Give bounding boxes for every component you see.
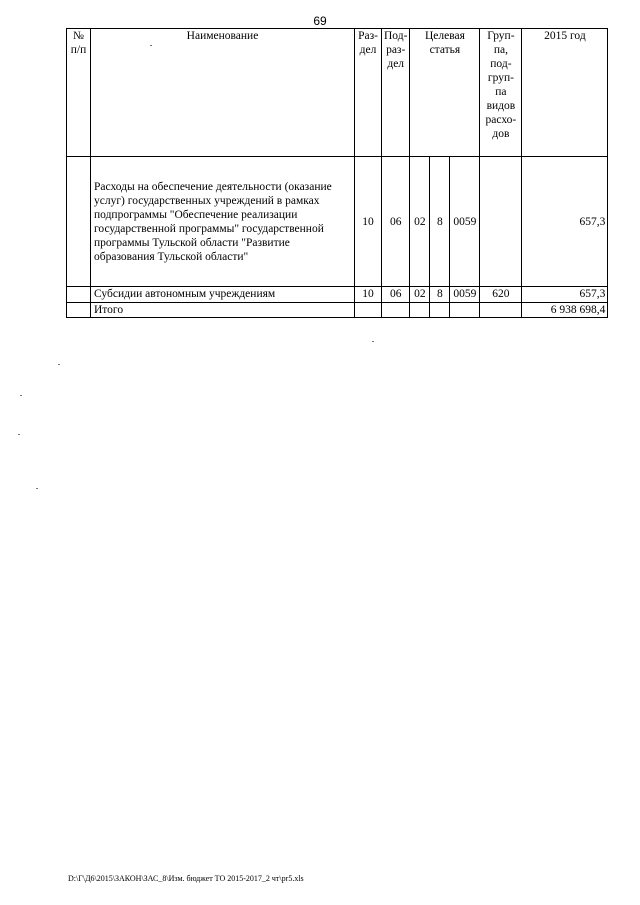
row-target-program: 02 (410, 287, 430, 303)
page-number: 69 (313, 14, 327, 28)
row-no (67, 287, 91, 303)
scan-speck (372, 341, 374, 342)
row-subsection: 06 (382, 287, 410, 303)
row-amount: 657,3 (522, 157, 608, 287)
row-expense-group: 620 (480, 287, 522, 303)
header-target-article: Целевая статья (410, 29, 480, 157)
scan-speck (36, 488, 38, 489)
header-year: 2015 год (522, 29, 608, 157)
total-empty-cell (382, 303, 410, 318)
table-row (67, 287, 608, 303)
row-section: 10 (355, 287, 382, 303)
total-amount: 6 938 698,4 (522, 303, 608, 318)
table-row (67, 157, 608, 287)
scan-speck (20, 395, 22, 396)
total-empty-cell (430, 303, 450, 318)
total-empty-cell (355, 303, 382, 318)
total-empty-cell (410, 303, 430, 318)
header-no: № п/п (67, 29, 91, 157)
scan-speck (150, 45, 152, 46)
row-section: 10 (355, 157, 382, 287)
header-expense-group: Груп- па, под- груп- па видов расхо- дов (480, 29, 522, 157)
header-subsection: Под- раз- дел (382, 29, 410, 157)
row-subsection: 06 (382, 157, 410, 287)
row-target-code: 0059 (450, 287, 480, 303)
file-path-footer: D:\Г\Д6\2015\ЗАКОН\ЗАС_8\Изм. бюджет ТО 2015-2017_2 чт\pr5.xls (68, 874, 304, 883)
row-name: Субсидии автономным учреждениям (91, 287, 355, 303)
row-name: Расходы на обеспечение деятельности (оказание услуг) государственных учреждений в рамках подпрограммы "Обеспечение реализации государственной программы" государственной программы Тульской области "Развитие образования Тульской области" (91, 157, 355, 287)
row-expense-group (480, 157, 522, 287)
total-row (67, 303, 608, 318)
total-empty-cell (450, 303, 480, 318)
row-target-subprogram: 8 (430, 287, 450, 303)
row-amount: 657,3 (522, 287, 608, 303)
row-target-program: 02 (410, 157, 430, 287)
table-header-row (67, 29, 608, 157)
budget-table (66, 28, 608, 318)
row-target-code: 0059 (450, 157, 480, 287)
row-target-subprogram: 8 (430, 157, 450, 287)
total-label: Итого (91, 303, 355, 318)
scan-speck (18, 434, 20, 435)
total-empty-cell (67, 303, 91, 318)
total-empty-cell (480, 303, 522, 318)
row-no (67, 157, 91, 287)
scan-speck (58, 364, 60, 365)
header-section: Раз- дел (355, 29, 382, 157)
header-name: Наименование (91, 29, 355, 157)
